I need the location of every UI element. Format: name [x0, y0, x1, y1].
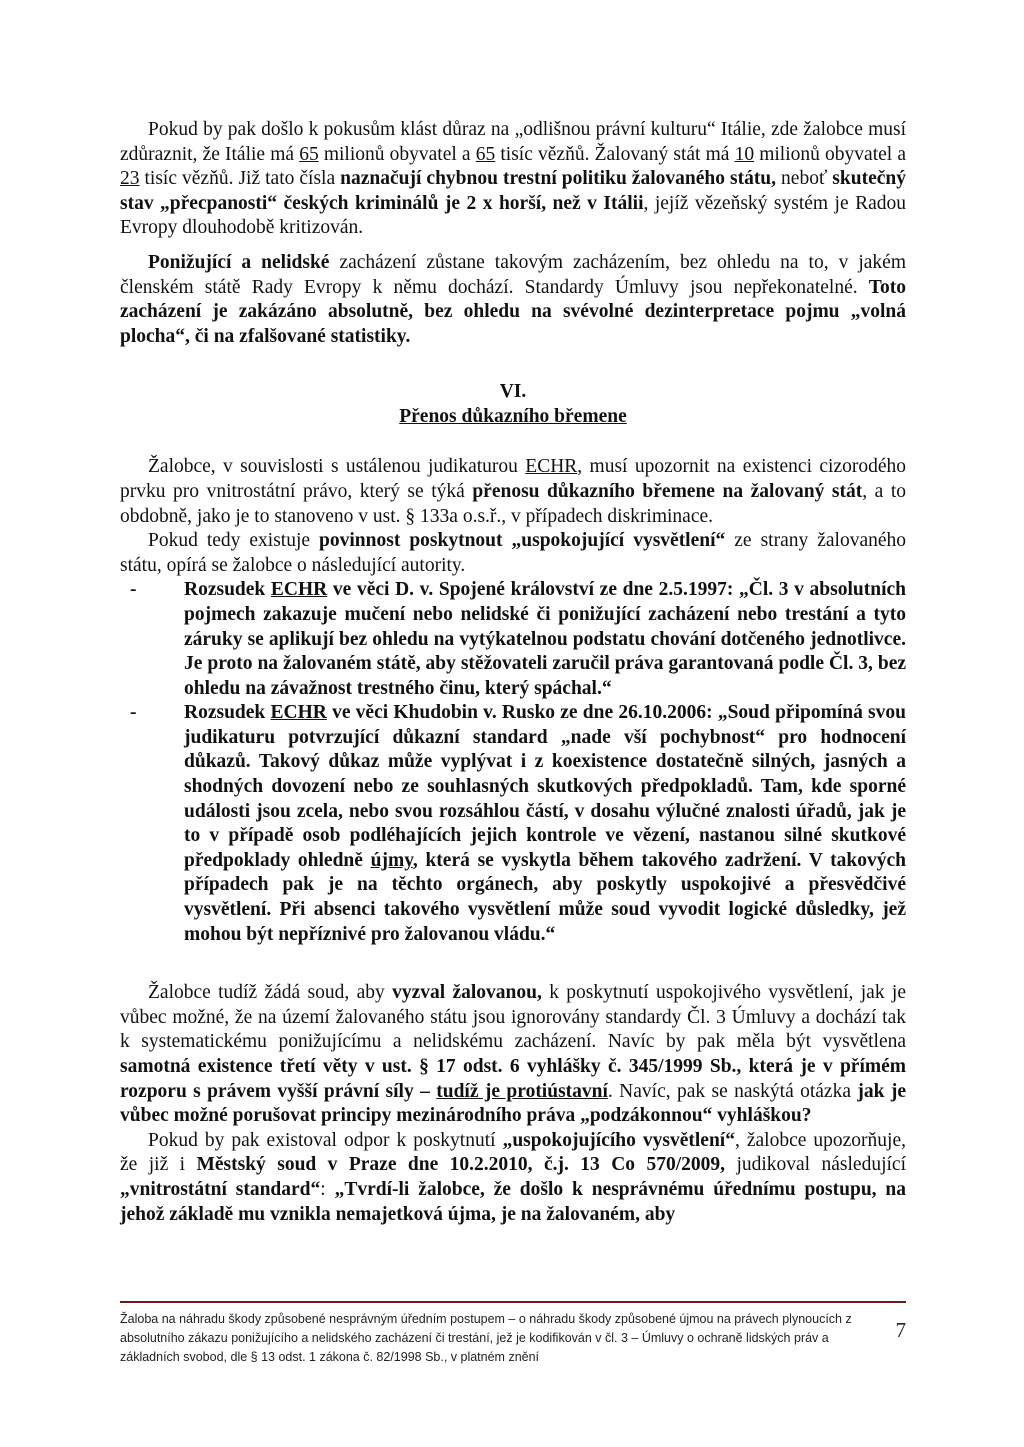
underlined-term: ECHR — [270, 579, 328, 601]
text-run: : — [320, 1178, 335, 1200]
underlined-number: 65 — [475, 143, 496, 165]
text-run: milionů obyvatel a — [754, 143, 906, 165]
text-run: ve věci Khudobin v. Rusko ze dne 26.10.2006: „Soud připomíná svou judikaturu potvrzující důkazní standard „nade vší pochybnost“ pro hodnocení důkazů. Takový důkaz může vyplývat i z koexistence dostatečně silných, jasných a shodných dovození nebo ze souhlasných skutkových předpokladů. Tam, kde sporné události jsou zcela, nebo svou rozsáhlou částí, v dosahu výlučné znalosti úřadů, jak je to v případě osob podléhajících jejich kontrole ve vězení, nastanou silné skutkové předpoklady ohledně — [184, 702, 906, 871]
text-run: , žalobce upozorňuje, že již i — [120, 1129, 906, 1176]
underlined-term: ECHR — [270, 702, 327, 724]
section-heading — [120, 379, 906, 429]
text-run: Rozsudek — [184, 702, 271, 724]
bold-run: jak je vůbec možné porušovat principy mezinárodního práva „podzákonnou“ vyhláškou? — [120, 1080, 906, 1127]
text-run: Pokud by pak existoval odpor k poskytnutí — [148, 1129, 503, 1151]
text-run: , jejíž vězeňský systém je Radou Evropy dlouhodobě kritizován. — [120, 192, 906, 239]
bold-run: přenosu důkazního břemene na žalovaný stát — [472, 480, 863, 502]
bold-run: „uspokojujícího vysvětlení“ — [502, 1129, 735, 1151]
paragraph-request-to-court — [120, 981, 906, 1129]
text-run: , která se vyskytla během takového zadržení. V takových případech pak je na těchto orgánech, aby poskytly uspokojivé a přesvědčivé vysvětlení. Při absenci takového vysvětlení může soud vyvodit logické důsledky, jež mohou být nepříznivé pro žalovanou vládu.“ — [184, 849, 907, 945]
text-run: ve věci D. v. Spojené království ze dne 2.5.1997: „Čl. 3 v absolutních pojmech zakazuje mučení nebo nelidské či ponižující zacházení nebo trestání a tyto záruky se aplikují bez ohledu na vytýkatelnou podstatu chování dotčeného jednotlivce. Je proto na žalovaném státě, aby stěžovateli zaručil práva garantovaná podle Čl. 3, bez ohledu na závažnost trestného činu, který spáchal.“ — [184, 579, 906, 699]
bold-run: naznačují chybnou trestní politiku žalovaného státu, — [340, 168, 777, 190]
bold-run: Ponižující a nelidské — [148, 251, 330, 273]
bold-run: Městský soud v Praze dne 10.2.2010, č.j. 13 Co 570/2009, — [196, 1154, 726, 1176]
paragraph-satisfactory-explanation — [120, 529, 906, 578]
text-run: milionů obyvatel a — [318, 143, 476, 165]
text-run: ze strany žalovaného státu, opírá se žalobce o následující autority. — [120, 530, 906, 576]
text-run: Rozsudek — [184, 579, 271, 601]
text-run: Pokud tedy existuje — [148, 530, 320, 552]
bold-run: samotná existence třetí věty v ust. § 17 odst. 6 vyhlášky č. 345/1999 Sb., která je v přímém rozporu s právem vyšší právní síly – — [120, 1056, 906, 1102]
bold-run: Toto zacházení je zakázáno absolutně, bez ohledu na svévolné dezinterpretace pojmu „volná plocha“, či na zfalšované statistiky. — [120, 276, 906, 347]
underlined-term: ECHR — [525, 456, 578, 478]
case-law-list — [120, 578, 906, 947]
section-number: VI. — [499, 381, 527, 403]
bold-underlined-run: tudíž je protiústavní — [436, 1080, 608, 1102]
bold-run: povinnost poskytnout „uspokojující vysvětlení“ — [319, 530, 726, 552]
paragraph-municipal-court — [120, 1129, 906, 1227]
text-run: , a to obdobně, jako je to stanoveno v ust. § 133a o.s.ř., v případech diskriminace. — [120, 480, 906, 527]
bold-run: „Tvrdí-li žalobce, že došlo k nesprávnému úřednímu postupu, na jehož základě mu vznikla nemajetková újma, je na žalovaném, aby — [120, 1178, 906, 1225]
paragraph-degrading-treatment — [120, 251, 906, 349]
underlined-number: 65 — [299, 143, 319, 165]
text-run: Žalobce tudíž žádá soud, aby — [148, 982, 393, 1004]
text-run: tisíc vězňů. Žalovaný stát má — [495, 143, 735, 165]
bold-run: skutečný stav „přecpanosti“ českých kriminálů je 2 x horší, než v Itálii — [120, 168, 906, 214]
text-run: judikoval následující — [725, 1154, 906, 1176]
underlined-number: 10 — [734, 143, 755, 165]
list-item — [120, 578, 906, 701]
bold-run: vyzval žalovanou, — [392, 982, 542, 1004]
page-number: 7 — [895, 1318, 906, 1342]
paragraph-italy-comparison — [120, 118, 906, 241]
underlined-number: 23 — [120, 168, 140, 190]
text-run: zacházení zůstane takovým zacházením, bez ohledu na to, v jakém členském státě Rady Evropy k němu dochází. Standardy Úmluvy jsou nepřekonatelné. — [120, 251, 906, 298]
paragraph-burden-of-proof — [120, 455, 906, 529]
text-run: . Navíc, pak se naskýtá otázka — [607, 1080, 858, 1102]
underlined-term: újmy — [370, 849, 413, 871]
text-run: Pokud by pak došlo k pokusům klást důraz na „odlišnou právní kulturu“ Itálie, zde žalobce musí zdůraznit, že Itálie má — [120, 119, 906, 165]
section-title: Přenos důkazního břemene — [399, 406, 627, 428]
list-item — [120, 701, 906, 947]
footer-divider — [120, 1301, 906, 1303]
page-footer: Žaloba na náhradu škody způsobené nesprávným úředním postupem – o náhradu škody způsobené újmou na právech plynoucích z absolutního zákazu ponižujícího a nelidského zacházení či trestání, jež je kodifikován v čl. 3 – Úmluvy o ochraně lidských práv a základních svobod, dle § 13 odst. 1 zákona č. 82/1998 Sb., v platném znění — [120, 1312, 852, 1364]
bold-run: „vnitrostátní standard“ — [120, 1178, 321, 1200]
text-run: , musí upozornit na existenci cizorodého prvku pro vnitrostátní právo, který se týká — [120, 456, 906, 502]
text-run: Žalobce, v souvislosti s ustálenou judikaturou — [148, 456, 526, 478]
document-body — [120, 118, 906, 1227]
text-run: k poskytnutí uspokojivého vysvětlení, jak je vůbec možné, že na území žalovaného státu jsou ignorovány standardy Čl. 3 Úmluvy a dochází tak k systematickému ponižujícímu a nelidskému zacházení. Navíc by pak měla být vysvětlena — [120, 982, 906, 1053]
text-run: neboť — [776, 168, 833, 190]
text-run: tisíc vězňů. Již tato čísla — [139, 168, 341, 190]
